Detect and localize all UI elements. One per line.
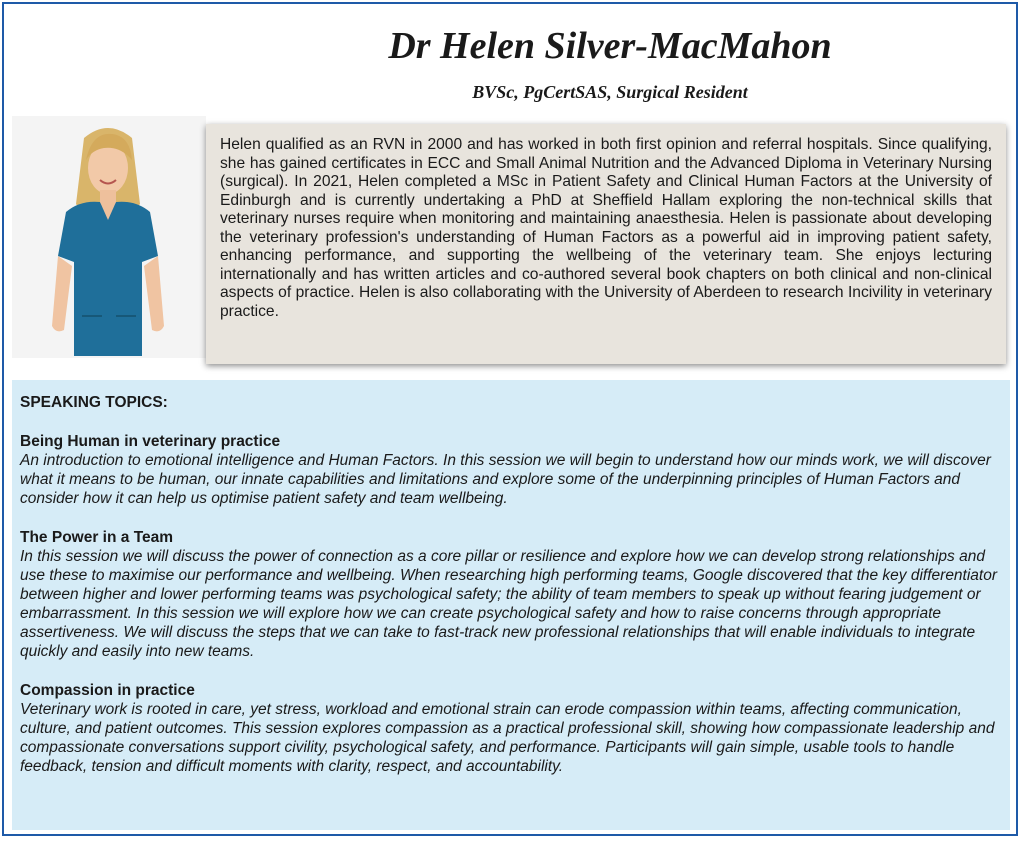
speaking-topics-heading: SPEAKING TOPICS: (20, 394, 168, 411)
topic-compassion-in-practice (20, 681, 1002, 776)
speaker-credentials: BVSc, PgCertSAS, Surgical Resident (472, 82, 748, 102)
topic-being-human (20, 432, 1002, 508)
topic-power-in-a-team (20, 528, 1002, 661)
topic-title: The Power in a Team (20, 529, 174, 546)
topic-title: Being Human in veterinary practice (20, 433, 281, 450)
topic-description: Veterinary work is rooted in care, yet stress, workload and emotional strain can erode compassion within teams, affecting communication, culture, and patient outcomes. This session explores compassion as a practical professional skill, showing how compassionate leadership and compassionate conversations support civility, psychological safety, and performance. Participants will gain simple, usable tools to handle feedback, tension and difficult moments with clarity, respect, and accountability. (20, 701, 995, 775)
topic-title: Compassion in practice (20, 682, 195, 699)
topic-description: In this session we will discuss the power of connection as a core pillar or resilience and explore how we can develop strong relationships and use these to maximise our performance and wellbeing. When researching high performing teams, Google discovered that the key differentiator between higher and lower performing teams was psychological safety; the ability of team members to speak up without fearing judgement or embarrassment. In this session we will explore how we can create psychological safety and how to raise concerns through appropriate assertiveness. We will discuss the steps that we can take to fast-track new professional relationships that will enable individuals to integrate quickly and easily into new teams. (20, 548, 998, 660)
speaker-photo (12, 116, 206, 358)
speaking-topics-panel (12, 380, 1010, 830)
speaker-name: Dr Helen Silver-MacMahon (388, 25, 832, 67)
biography-panel: Helen qualified as an RVN in 2000 and has worked in both first opinion and referral hospitals. Since qualifying, she has gained certificates in ECC and Small Animal Nutrition and the Advanced Diploma in Veterinary Nursing (surgical). In 2021, Helen completed a MSc in Patient Safety and Clinical Human Factors at the University of Edinburgh and is currently undertaking a PhD at Sheffield Hallam exploring the non-technical skills that veterinary nurses require when monitoring and maintaining anaesthesia. Helen is passionate about developing the veterinary profession's understanding of Human Factors as a powerful aid in improving patient safety, enhancing performance, and supporting the wellbeing of the veterinary team. She enjoys lecturing internationally and has written articles and co-authored several book chapters on both clinical and non-clinical aspects of practice. Helen is also collaborating with the University of Aberdeen to research Incivility in veterinary practice. (206, 124, 1006, 364)
speaker-portrait-illustration (12, 116, 206, 358)
topic-description: An introduction to emotional intelligence and Human Factors. In this session we will begin to understand how our minds work, we will discover what it means to be human, our innate capabilities and limitations and explore some of the underpinning principles of Human Factors and consider how it can help us optimise patient safety and team wellbeing. (20, 452, 991, 507)
